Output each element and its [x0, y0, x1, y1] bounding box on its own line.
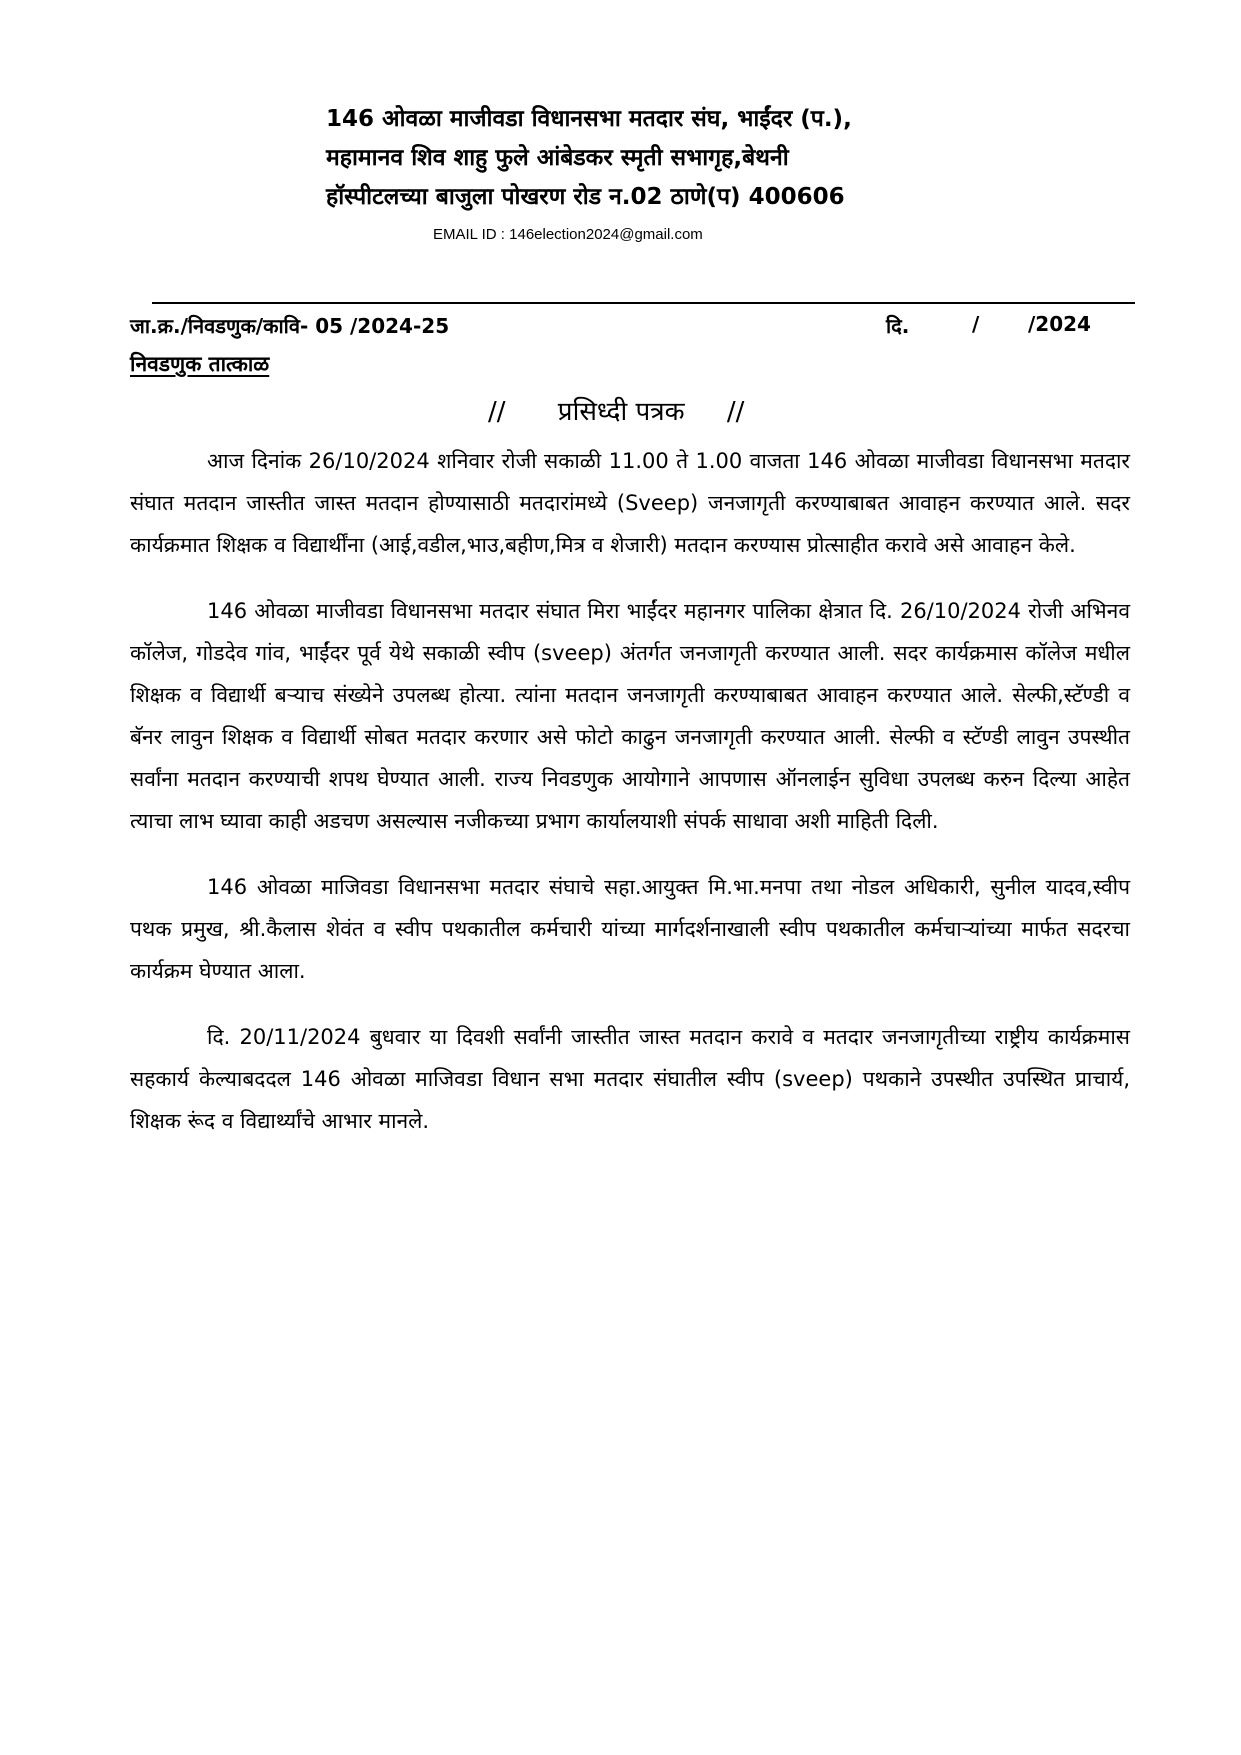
date-year: /2024 [1028, 312, 1091, 336]
reference-row [130, 312, 1130, 342]
email-address: EMAIL ID : 146election2024@gmail.com [433, 226, 703, 243]
heading-suffix: // [726, 397, 745, 427]
letterhead [326, 100, 946, 217]
document-body [130, 440, 1130, 1166]
urgent-label: निवडणुक तात्काळ [130, 352, 270, 376]
paragraph-4: दि. 20/11/2024 बुधवार या दिवशी सर्वांनी जास्तीत जास्त मतदान करावे व मतदार जनजागृतीच्या राष्ट्रीय कार्यक्रमास सहकार्य केल्याबददल 146 ओवळा माजिवडा विधान सभा मतदार संघातील स्वीप (sveep) पथकाने उपस्थीत उपस्थित प्राचार्य, शिक्षक रूंद व विद्यार्थ्यांचे आभार मानले. [130, 1025, 1130, 1133]
heading-prefix: // [488, 397, 506, 427]
paragraph-2: 146 ओवळा माजीवडा विधानसभा मतदार संघात मिरा भाईंदर महानगर पालिका क्षेत्रात दि. 26/10/2024 रोजी अभिनव कॉलेज, गोडदेव गांव, भाईंदर पूर्व येथे सकाळी स्वीप (sveep) अंतर्गत जनजागृती करण्यात आली. सदर कार्यक्रमास कॉलेज मधील शिक्षक व विद्यार्थी बऱ्याच संख्येने उपलब्ध होत्या. त्यांना मतदान जनजागृती करण्याबाबत आवाहन करण्यात आले. सेल्फी,स्टॅण्डी व बॅनर लावुन शिक्षक व विद्यार्थी सोबत मतदार करणार असे फोटो काढुन जनजागृती करण्यात आली. सेल्फी व स्टॅण्डी लावुन उपस्थीत सर्वांना मतदान करण्याची शपथ घेण्यात आली. राज्य निवडणुक आयोगाने आपणास ऑनलाईन सुविधा उपलब्ध करुन दिल्या आहेत त्याचा लाभ घ्यावा काही अडचण असल्यास नजीकच्या प्रभाग कार्यालयाशी संपर्क साधावा अशी माहिती दिली. [130, 599, 1131, 833]
header-divider [152, 302, 1135, 304]
date-separator: / [972, 312, 980, 336]
press-release-heading [488, 392, 744, 428]
reference-number: जा.क्र./निवडणुक/कावि- 05 /2024-25 [130, 314, 450, 338]
letterhead-line-2: महामानव शिव शाहु फुले आंबेडकर स्मृती सभागृह,बेथनी [326, 145, 789, 171]
paragraph-3: 146 ओवळा माजिवडा विधानसभा मतदार संघाचे सहा.आयुक्त मि.भा.मनपा तथा नोडल अधिकारी, सुनील यादव,स्वीप पथक प्रमुख, श्री.कैलास शेवंत व स्वीप पथकातील कर्मचारी यांच्या मार्गदर्शनाखाली स्वीप पथकातील कर्मचाऱ्यांच्या मार्फत सदरचा कार्यक्रम घेण्यात आला. [130, 875, 1130, 983]
heading-title: प्रसिध्दी पत्रक [557, 397, 685, 427]
paragraph-1: आज दिनांक 26/10/2024 शनिवार रोजी सकाळी 11.00 ते 1.00 वाजता 146 ओवळा माजीवडा विधानसभा मतदार संघात मतदान जास्तीत जास्त मतदान होण्यासाठी मतदारांमध्ये (Sveep) जनजागृती करण्याबाबत आवाहन करण्यात आले. सदर कार्यक्रमात शिक्षक व विद्यार्थींना (आई,वडील,भाउ,बहीण,मित्र व शेजारी) मतदान करण्यास प्रोत्साहीत करावे असे आवाहन केले. [130, 449, 1130, 557]
letterhead-line-1: 146 ओवळा माजीवडा विधानसभा मतदार संघ, भाईंदर (प.), [326, 106, 852, 132]
date-label: दि. [886, 314, 910, 338]
letterhead-line-3: हॉस्पीटलच्या बाजुला पोखरण रोड न.02 ठाणे(प) 400606 [326, 184, 845, 210]
